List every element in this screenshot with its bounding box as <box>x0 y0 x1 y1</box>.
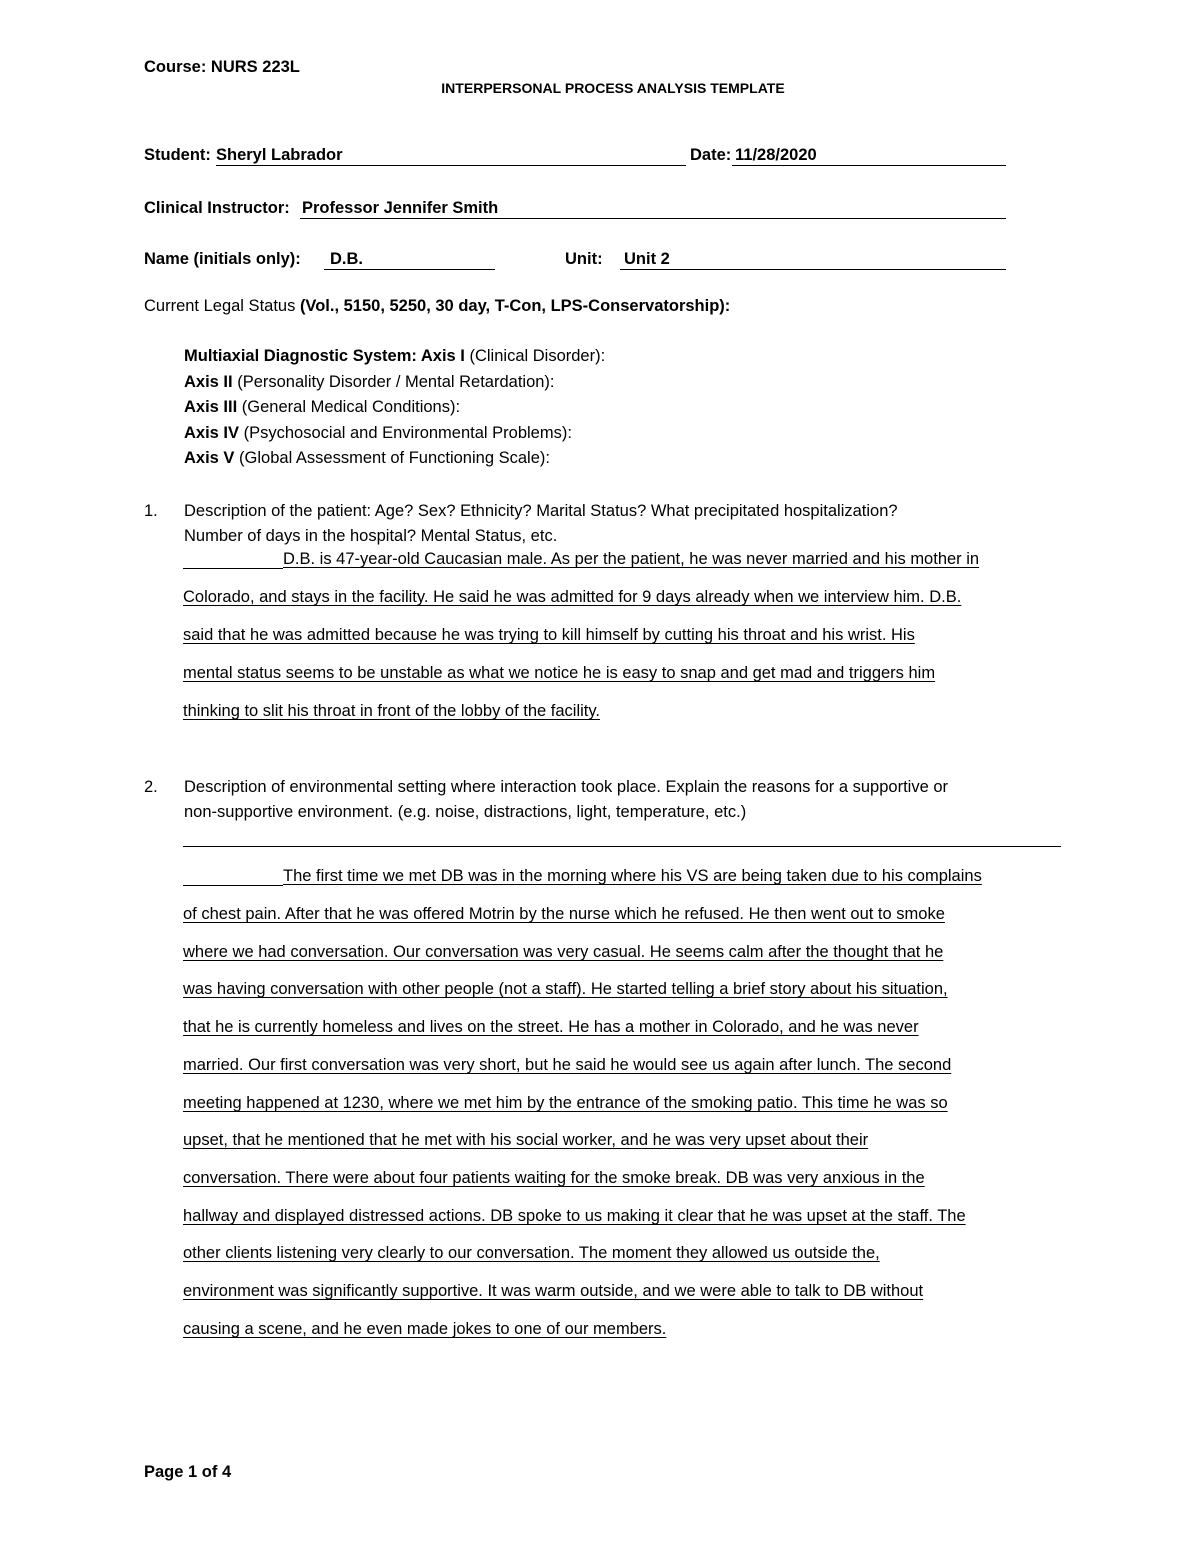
axis-desc: (Clinical Disorder): <box>469 347 606 365</box>
student-underline <box>216 165 686 166</box>
q2-prompt: non-supportive environment. (e.g. noise, distractions, light, temperature, etc.) <box>184 803 747 821</box>
unit-underline <box>620 269 1006 270</box>
q2-answer-line: was having conversation with other people (not a staff). He started telling a brief story about his situation, <box>183 980 948 998</box>
document-title: INTERPERSONAL PROCESS ANALYSIS TEMPLATE <box>441 80 785 96</box>
q2-answer-line: hallway and displayed distressed actions. DB spoke to us making it clear that he was upset at the staff. The <box>183 1207 966 1225</box>
axis-label: Multiaxial Diagnostic System: Axis I <box>184 347 465 365</box>
axis-row <box>184 347 605 366</box>
q2-prompt: Description of environmental setting where interaction took place. Explain the reasons for a supportive or <box>184 778 948 796</box>
q1-answer-line: D.B. is 47-year-old Caucasian male. As per the patient, he was never married and his mother in <box>283 550 980 568</box>
q2-answer-line: of chest pain. After that he was offered Motrin by the nurse which he refused. He then went out to smoke <box>183 905 945 923</box>
name-value: D.B. <box>330 250 363 268</box>
q2-answer-line: where we had conversation. Our conversation was very casual. He seems calm after the thought that he <box>183 943 944 961</box>
date-value: 11/28/2020 <box>735 146 817 164</box>
q2-answer-line: environment was significantly supportive. It was warm outside, and we were able to talk to DB without <box>183 1282 924 1300</box>
course-label: Course: NURS 223L <box>144 58 300 76</box>
name-label: Name (initials only): <box>144 250 301 268</box>
axis-desc: (General Medical Conditions): <box>241 398 461 416</box>
blank-answer-line <box>183 846 1061 847</box>
name-underline <box>324 269 495 270</box>
axis-label: Axis IV <box>184 424 240 442</box>
axis-desc: (Global Assessment of Functioning Scale): <box>239 449 550 467</box>
q2-answer-line: upset, that he mentioned that he met with his social worker, and he was very upset about their <box>183 1131 869 1149</box>
indent-underline <box>183 885 283 886</box>
instructor-underline <box>300 218 1006 219</box>
unit-label: Unit: <box>565 250 603 268</box>
date-label: Date: <box>690 146 732 164</box>
q1-answer-line: Colorado, and stays in the facility. He said he was admitted for 9 days already when we interview him. D.B. <box>183 588 962 606</box>
axis-label: Axis III <box>184 398 238 416</box>
date-underline <box>732 165 1006 166</box>
student-label: Student: <box>144 146 211 164</box>
axis-desc: (Psychosocial and Environmental Problems): <box>243 424 572 442</box>
q1-prompt: Number of days in the hospital? Mental Status, etc. <box>184 527 558 545</box>
q2-answer-line: causing a scene, and he even made jokes to one of our members. <box>183 1320 667 1338</box>
q1-prompt: Description of the patient: Age? Sex? Ethnicity? Marital Status? What precipitated hospitalization? <box>184 502 898 520</box>
axis-row <box>184 449 550 468</box>
legal-status-row <box>144 297 730 316</box>
q1-number: 1. <box>144 502 158 520</box>
q2-number: 2. <box>144 778 158 796</box>
unit-value: Unit 2 <box>624 250 670 268</box>
legal-status-label: Current Legal Status <box>144 297 296 315</box>
axis-row <box>184 373 555 392</box>
axis-label: Axis V <box>184 449 235 467</box>
q1-answer-line: mental status seems to be unstable as what we notice he is easy to snap and get mad and triggers him <box>183 664 936 682</box>
axis-label: Axis II <box>184 373 233 391</box>
q2-answer-line: other clients listening very clearly to our conversation. The moment they allowed us outside the, <box>183 1244 880 1262</box>
q2-answer-line: meeting happened at 1230, where we met him by the entrance of the smoking patio. This time he was so <box>183 1094 948 1112</box>
axis-row <box>184 398 460 417</box>
instructor-label: Clinical Instructor: <box>144 199 290 217</box>
q2-answer-line: conversation. There were about four patients waiting for the smoke break. DB was very anxious in the <box>183 1169 925 1187</box>
q1-answer-line: thinking to slit his throat in front of the lobby of the facility. <box>183 702 600 720</box>
student-value: Sheryl Labrador <box>216 146 343 164</box>
q2-answer-line: that he is currently homeless and lives on the street. He has a mother in Colorado, and he was never <box>183 1018 919 1036</box>
page-number: Page 1 of 4 <box>144 1463 232 1481</box>
indent-underline <box>183 568 283 569</box>
legal-status-options: (Vol., 5150, 5250, 30 day, T-Con, LPS-Conservatorship): <box>299 297 731 315</box>
q2-answer-line: The first time we met DB was in the morning where his VS are being taken due to his complains <box>283 867 982 885</box>
instructor-value: Professor Jennifer Smith <box>302 199 499 217</box>
axis-row <box>184 424 572 443</box>
student-row <box>144 146 211 165</box>
axis-desc: (Personality Disorder / Mental Retardation): <box>237 373 555 391</box>
q1-answer-line: said that he was admitted because he was trying to kill himself by cutting his throat and his wrist. His <box>183 626 915 644</box>
q2-answer-line: married. Our first conversation was very short, but he said he would see us again after lunch. The second <box>183 1056 952 1074</box>
